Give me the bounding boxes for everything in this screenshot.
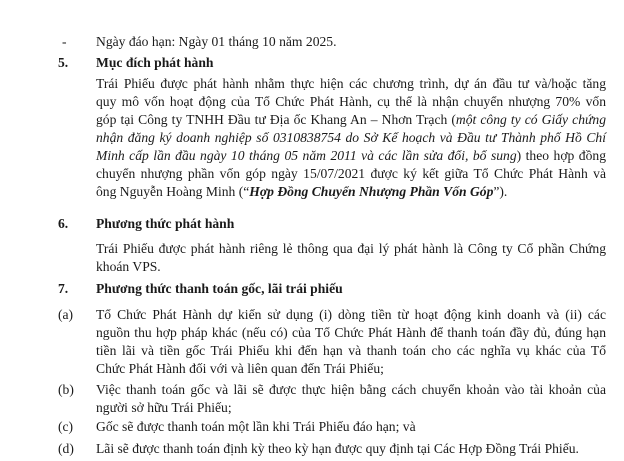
item-d-line-1: Lãi sẽ được thanh toán định kỳ theo kỳ hạn được quy định tại Các Hợp Đồng Trái Phiếu. [96, 441, 579, 456]
item-c-line-1: Gốc sẽ được thanh toán một lần khi Trái Phiếu đáo hạn; và [96, 419, 416, 434]
section-5-heading: Mục đích phát hành [96, 55, 214, 70]
section-5-line-7-text: ông Nguyễn Hoàng Minh (“ [96, 184, 250, 199]
item-b-line-1: Việc thanh toán gốc và lãi sẽ được thực hiện bằng cách chuyển khoản vào tài khoản của [96, 382, 606, 397]
section-6-number: 6. [58, 216, 69, 231]
section-7-number: 7. [58, 281, 69, 296]
maturity-date-text: Ngày đáo hạn: Ngày 01 tháng 10 năm 2025. [96, 34, 337, 49]
defined-term-share-transfer-contract: Hợp Đồng Chuyển Nhượng Phần Vốn Góp [249, 184, 494, 199]
section-5-line-2: quy mô vốn hoạt động của Tổ Chức Phát Hành, cụ thể là nhận chuyển nhượng 70% vốn [96, 94, 606, 109]
section-6-line-1: Trái Phiếu được phát hành riêng lẻ thông qua đại lý phát hành là Công ty Cổ phần Chứng [96, 241, 606, 256]
section-5-line-7-end: ”). [493, 184, 508, 199]
section-7-heading: Phương thức thanh toán gốc, lãi trái phiếu [96, 281, 343, 296]
item-b-label: (b) [58, 382, 74, 397]
item-a-line-1: Tổ Chức Phát Hành dự kiến sử dụng (i) dòng tiền từ hoạt động kinh doanh và (ii) các [96, 307, 606, 322]
section-5-number: 5. [58, 55, 69, 70]
item-a-line-3: tiền lãi và tiền gốc Trái Phiếu khi đến hạn và thanh toán cho các nghĩa vụ khác của Tổ [96, 343, 606, 358]
section-5-line-5-text: ) theo hợp đồng [516, 148, 606, 163]
section-5-line-3-text: góp tại Công ty TNHH Đầu tư Địa ốc Khang An – Nhơn Trạch ( [96, 112, 456, 127]
section-6-heading: Phương thức phát hành [96, 216, 235, 231]
item-a-label: (a) [58, 307, 74, 322]
item-a-line-4: Chức Phát Hành đối với và liên quan đến Trái Phiếu; [96, 361, 384, 376]
section-5-line-1: Trái Phiếu được phát hành nhằm thực hiện các chương trình, dự án đầu tư và/hoặc tăng [96, 76, 606, 91]
section-5-line-4: nhận đăng ký doanh nghiệp số 0310838754 do Sở Kế hoạch và Đầu tư Thành phố Hồ Chí [96, 130, 606, 145]
item-d-label: (d) [58, 441, 74, 456]
item-b-line-2: người sở hữu Trái Phiếu; [96, 400, 232, 415]
bullet-dash: - [62, 34, 67, 49]
section-5-line-6: chuyển nhượng phần vốn góp ngày 15/07/2021 được ký kết giữa Tổ Chức Phát Hành và [96, 166, 606, 181]
section-5-line-3-italic: một công ty có Giấy chứng [455, 112, 607, 127]
item-c-label: (c) [58, 419, 74, 434]
item-a-line-2: nguồn thu hợp pháp khác (nếu có) của Tổ Chức Phát Hành để thanh toán đầy đủ, đúng hạn [96, 325, 606, 340]
section-6-line-2: khoán VPS. [96, 259, 161, 274]
section-5-line-5-italic: Minh cấp lần đầu ngày 10 tháng 05 năm 2011 và các lần sửa đổi, bổ sung [96, 148, 517, 163]
